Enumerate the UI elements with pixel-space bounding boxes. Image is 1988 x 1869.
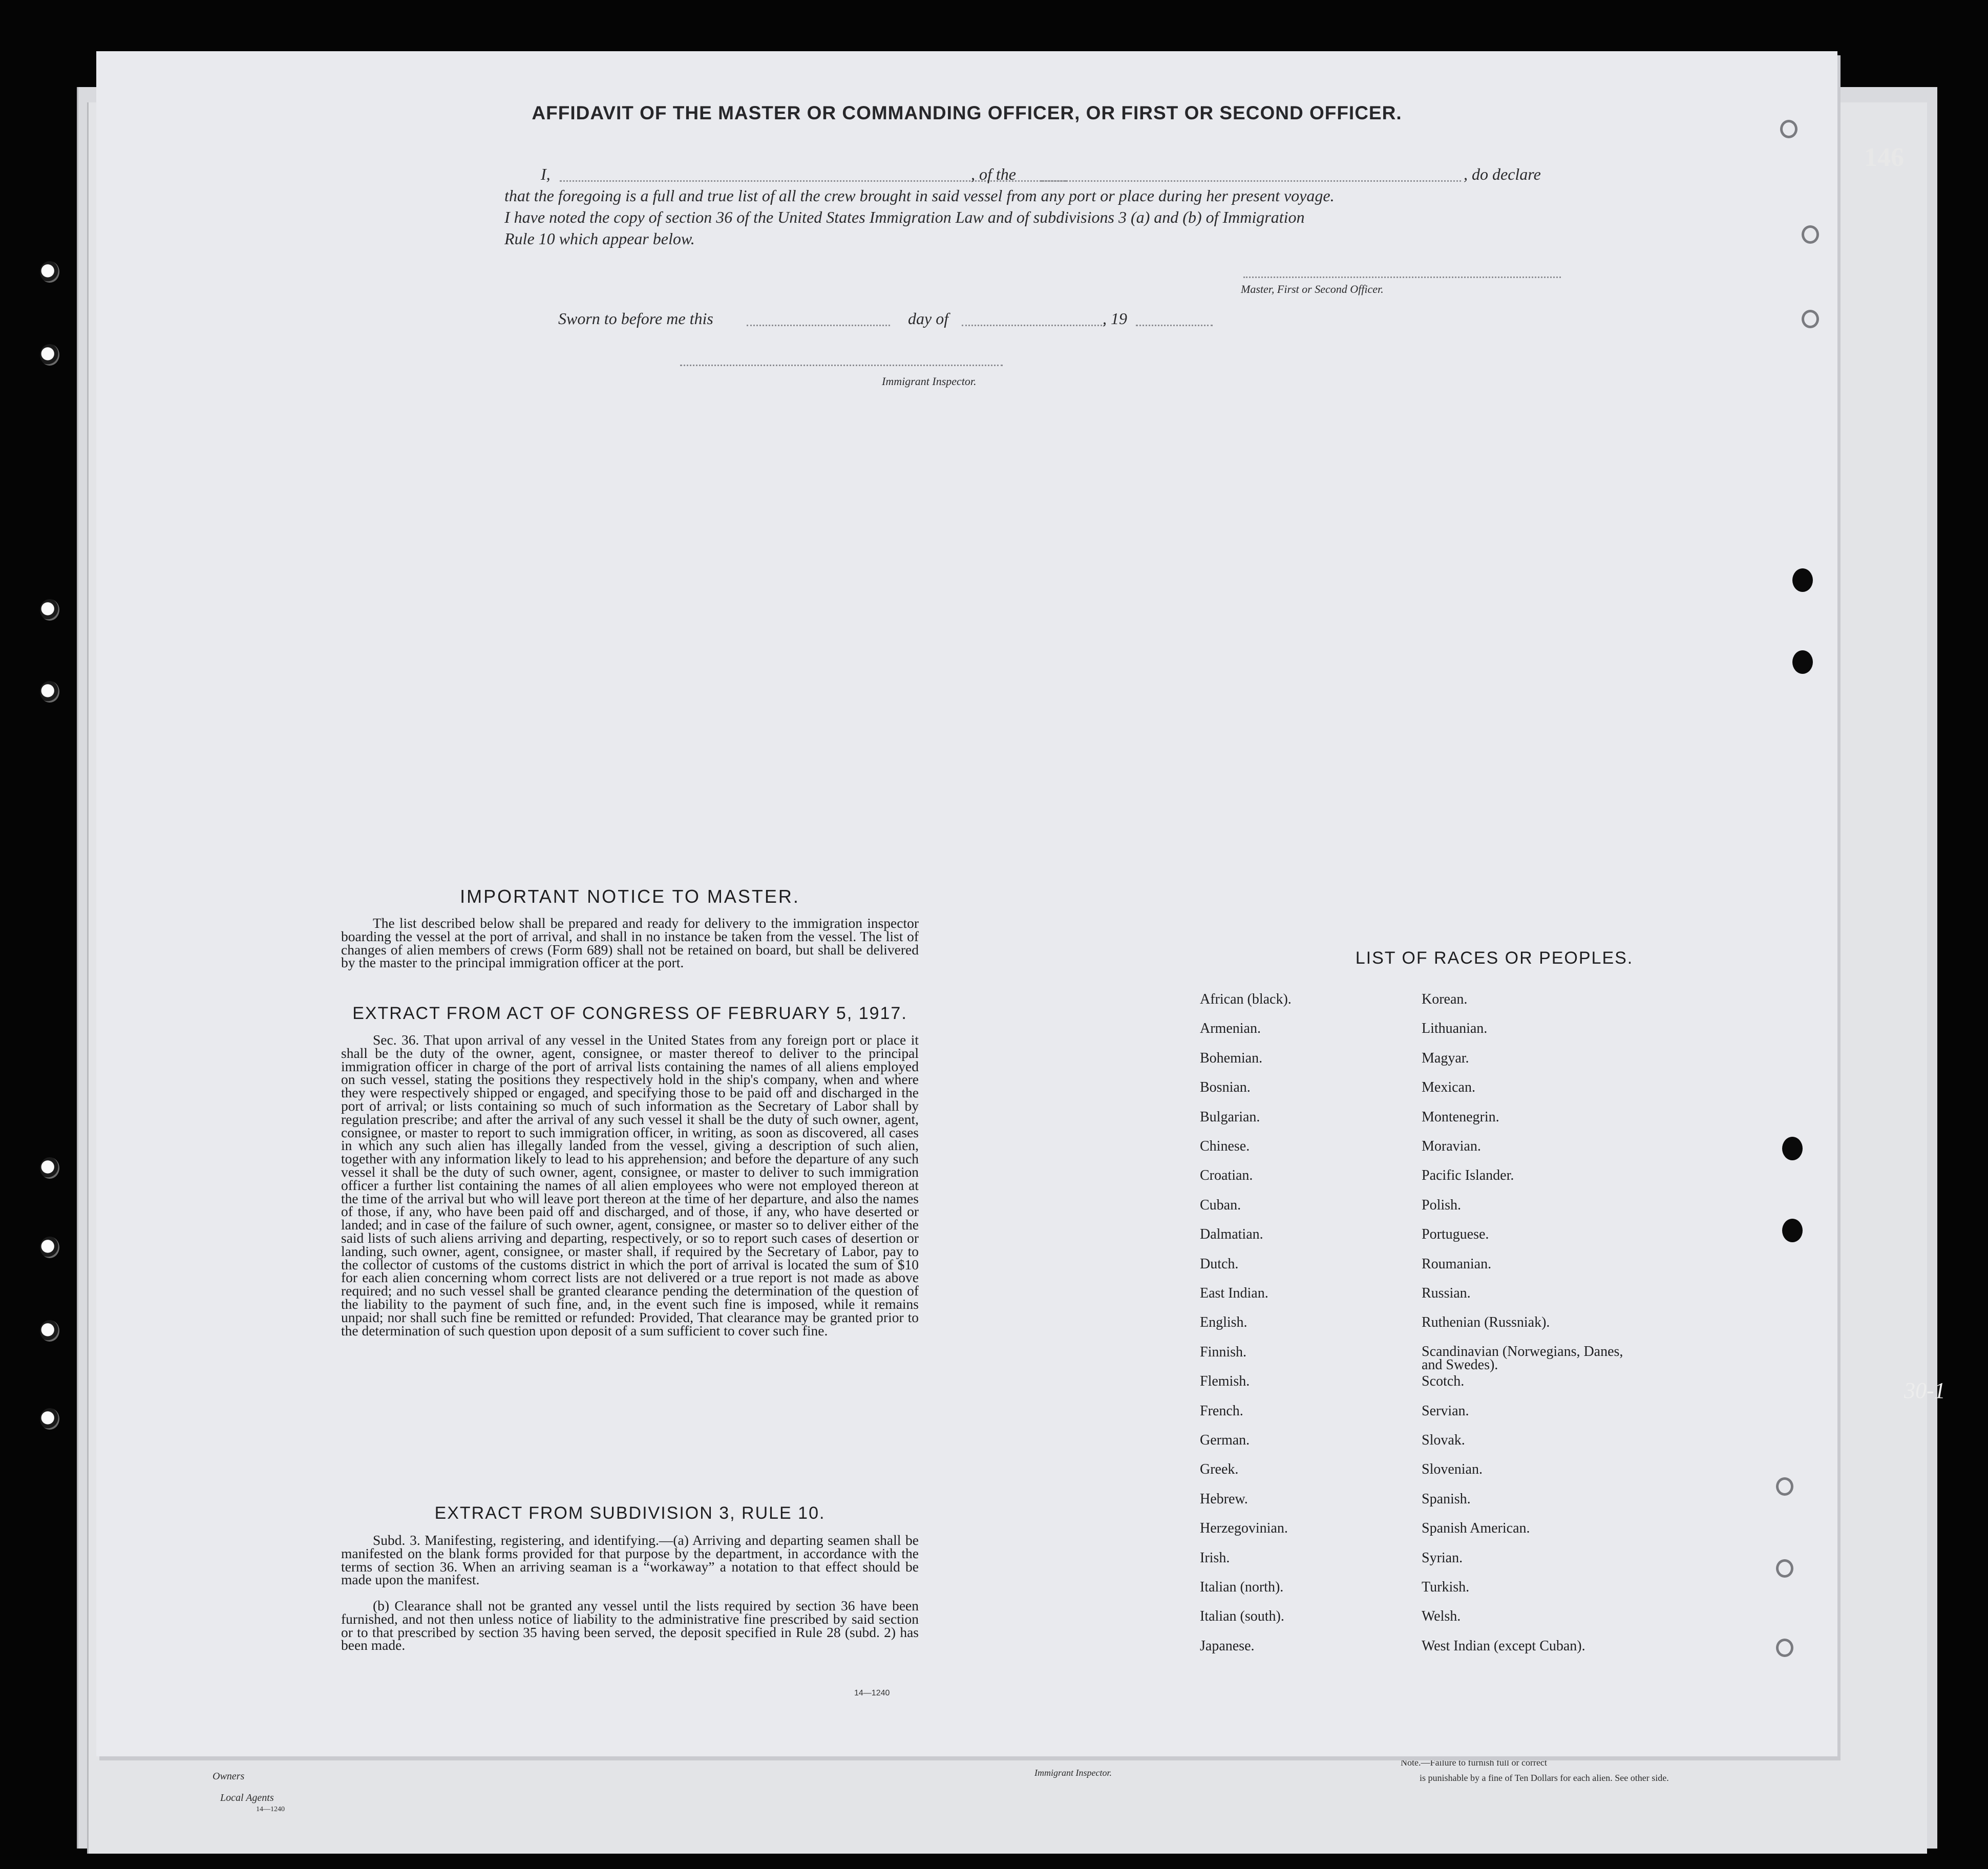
- year-prefix-text: , 19: [1103, 309, 1127, 328]
- punch-hole-icon: [40, 1408, 59, 1430]
- punch-hole-icon: [1792, 650, 1813, 674]
- race-item: Syrian.: [1422, 1549, 1463, 1566]
- notice-text: The list described below shall be prepared and ready for delivery to the immigration inspector boarding the vessel at the port of arrival, and shall in no instance be taken from the vessel. The list of changes of alien members of crews (Form 689) shall not be retained on board, but shall be delivered by the master to the principal immigration officer at the port.: [341, 915, 919, 971]
- race-item: Magyar.: [1422, 1050, 1469, 1066]
- affidavit-heading: AFFIDAVIT OF THE MASTER OR COMMANDING OFFICER, OR FIRST OR SECOND OFFICER.: [532, 102, 1402, 123]
- bottom-form-number: 14—1240: [256, 1806, 285, 1813]
- punch-hole-icon: [1792, 568, 1813, 592]
- race-item: Mexican.: [1422, 1079, 1475, 1096]
- day-of-text: day of: [908, 309, 949, 328]
- rule-extract-heading: EXTRACT FROM SUBDIVISION 3, RULE 10.: [434, 1503, 826, 1523]
- race-item: Herzegovinian.: [1200, 1520, 1288, 1537]
- notice-heading: IMPORTANT NOTICE TO MASTER.: [460, 886, 800, 907]
- act-extract-heading: EXTRACT FROM ACT OF CONGRESS OF FEBRUARY 5, 1917.: [352, 1004, 907, 1023]
- race-item: Italian (north).: [1200, 1579, 1284, 1595]
- bottom-note-line-2: is punishable by a fine of Ten Dollars for each alien. See other side.: [1420, 1773, 1669, 1783]
- race-item: German.: [1200, 1432, 1250, 1448]
- race-item: Finnish.: [1200, 1344, 1247, 1360]
- race-item: Japanese.: [1200, 1638, 1255, 1654]
- race-item: Flemish.: [1200, 1373, 1250, 1390]
- local-agents-label: Local Agents: [220, 1792, 274, 1803]
- race-item: Bosnian.: [1200, 1079, 1251, 1096]
- race-item: Hebrew.: [1200, 1491, 1248, 1507]
- binder-ring-icon: [1802, 225, 1819, 244]
- race-item: East Indian.: [1200, 1285, 1268, 1301]
- binder-ring-icon: [1776, 1477, 1793, 1496]
- race-item: Slovak.: [1422, 1432, 1465, 1448]
- page-number: 146: [1864, 143, 1904, 172]
- punch-hole-icon: [40, 681, 59, 703]
- rule-extract-text-b: (b) Clearance shall not be granted any vessel until the lists required by section 36 have been furnished, and not then unless notice of liability to the administrative fine prescribed by said section or to that prescribed by section 35 having been served, the deposit specified in Rule 28 (subd. 2) has been made.: [341, 1598, 919, 1653]
- race-item: Greek.: [1200, 1461, 1239, 1478]
- race-item: Spanish.: [1422, 1491, 1471, 1507]
- race-item: Dalmatian.: [1200, 1226, 1263, 1243]
- race-item: Scandinavian (Norwegians, Danes, and Swedes).: [1422, 1343, 1623, 1373]
- punch-hole-icon: [40, 1157, 59, 1179]
- race-item: Polish.: [1422, 1197, 1462, 1213]
- act-extract-text: Sec. 36. That upon arrival of any vessel in the United States from any foreign port or place it shall be the duty of the owner, agent, consignee, or master thereof to deliver to the principal immigration officer in charge of the port of arrival lists containing the names of all aliens employed on such vessel, stating the positions they respectively hold in the ship's company, when and where they were respectively shipped or engaged, and specifying those to be paid off and discharged in the port of arrival; or lists containing so much of such information as the Secretary of Labor shall by regulation prescribe; and after the arrival of any such vessel it shall be the duty of such owner, agent, consignee, or master to report to such immigration officer, in writing, as soon as discovered, all cases in which any such alien has illegally landed from the vessel, giving a description of such alien, together with any information likely to lead to his apprehension; and before the departure of any such vessel it shall be the duty of such owner, agent, consignee, or master to deliver to such immigration officer a further list containing the names of all alien employees who were not employed thereon at the time of the arrival but who will leave port thereon at the time of her departure, and also the names of those, if any, who have been paid off and discharged, and of those, if any, who have deserted or landed; and in case of the failure of such owner, agent, consignee, or master so to deliver either of the said lists of such aliens arriving and departing, respectively, or so to report such cases of desertion or landing, such owner, agent, consignee, or master shall, if required by the Secretary of Labor, pay to the collector of customs of the customs district in which the port of arrival is located the sum of $10 for each alien concerning whom correct lists are not delivered or a true report is not made as above required; and no such vessel shall be granted clearance pending the determination of the question of the liability to the payment of such fine, and, in the event such fine is imposed, while it remains unpaid; nor shall such fine be remitted or refunded: Provided, That clearance may be granted prior to the determination of such question upon deposit of a sum sufficient to cover such fine.: [341, 1032, 919, 1339]
- race-item: Lithuanian.: [1422, 1021, 1488, 1037]
- punch-hole-icon: [40, 261, 59, 283]
- punch-hole-icon: [1782, 1219, 1803, 1242]
- manifest-page: [96, 51, 1837, 1756]
- race-item: African (black).: [1200, 991, 1292, 1007]
- affidavit-i: I,: [541, 165, 551, 183]
- race-item: French.: [1200, 1403, 1243, 1419]
- bottom-note-line-1: Note.—Failure to furnish full or correct: [1401, 1757, 1547, 1768]
- race-item: Armenian.: [1200, 1021, 1261, 1037]
- affidavit-line-3: I have noted the copy of section 36 of the United States Immigration Law and of subdivisions 3 (a) and (b) of Immigration: [504, 208, 1305, 226]
- bottom-inspector-caption: Immigrant Inspector.: [1034, 1768, 1112, 1778]
- inspector-signature-line: [680, 365, 1003, 366]
- binder-ring-icon: [1776, 1639, 1793, 1657]
- sworn-month-blank-line: [962, 325, 1105, 326]
- punch-hole-icon: [40, 344, 59, 366]
- race-item: Korean.: [1422, 991, 1468, 1007]
- race-item: Scotch.: [1422, 1373, 1465, 1390]
- race-item: Pacific Islander.: [1422, 1167, 1514, 1184]
- affidavit-do-declare: , do declare: [1464, 165, 1541, 183]
- punch-hole-icon: [1782, 1137, 1803, 1160]
- rule-extract-text-a: Subd. 3. Manifesting, registering, and identifying.—(a) Arriving and departing seamen shall be manifested on the blank forms provided for that purpose by the department, in accordance with the terms of section 36. When an arriving seaman is a “workaway” a notation to that effect should be made upon the manifest.: [341, 1532, 919, 1588]
- race-item: Bulgarian.: [1200, 1109, 1260, 1125]
- race-item: Chinese.: [1200, 1138, 1250, 1154]
- race-item: Ruthenian (Russniak).: [1422, 1314, 1550, 1331]
- races-heading: LIST OF RACES OR PEOPLES.: [1355, 948, 1634, 968]
- inspector-caption: Immigrant Inspector.: [882, 375, 977, 388]
- race-item: Spanish American.: [1422, 1520, 1530, 1537]
- form-number: 14—1240: [854, 1689, 890, 1697]
- race-item: Slovenian.: [1422, 1461, 1483, 1478]
- race-item: West Indian (except Cuban).: [1422, 1638, 1585, 1654]
- race-item: Croatian.: [1200, 1167, 1253, 1184]
- vessel-blank-line: [1041, 180, 1461, 182]
- margin-note: 30-1: [1904, 1378, 1945, 1403]
- race-item: Turkish.: [1422, 1579, 1470, 1595]
- race-item: Italian (south).: [1200, 1608, 1284, 1625]
- sworn-day-blank-line: [747, 325, 890, 326]
- race-item: Cuban.: [1200, 1197, 1241, 1213]
- officer-signature-line: [1243, 277, 1561, 278]
- race-item: Welsh.: [1422, 1608, 1461, 1625]
- owners-label: Owners: [213, 1771, 245, 1782]
- race-item: English.: [1200, 1314, 1247, 1331]
- punch-hole-icon: [40, 1320, 59, 1342]
- punch-hole-icon: [40, 599, 59, 621]
- binder-ring-icon: [1802, 310, 1819, 328]
- sworn-year-blank-line: [1136, 325, 1213, 326]
- affidavit-line-4: Rule 10 which appear below.: [504, 229, 695, 248]
- binder-ring-icon: [1776, 1559, 1793, 1578]
- race-item: Bohemian.: [1200, 1050, 1263, 1066]
- sworn-text: Sworn to before me this: [558, 309, 713, 328]
- affidavit-of-the: , of the: [971, 165, 1016, 183]
- race-item: Montenegrin.: [1422, 1109, 1499, 1125]
- race-item: Portuguese.: [1422, 1226, 1489, 1243]
- punch-hole-icon: [40, 1237, 59, 1258]
- race-item: Moravian.: [1422, 1138, 1481, 1154]
- race-item: Servian.: [1422, 1403, 1469, 1419]
- race-item: Roumanian.: [1422, 1256, 1492, 1272]
- race-item: Russian.: [1422, 1285, 1471, 1301]
- affidavit-line-2: that the foregoing is a full and true list of all the crew brought in said vessel from any port or place during her present voyage.: [504, 186, 1335, 205]
- race-item: Irish.: [1200, 1549, 1230, 1566]
- officer-signature-caption: Master, First or Second Officer.: [1241, 283, 1384, 295]
- race-item: Dutch.: [1200, 1256, 1239, 1272]
